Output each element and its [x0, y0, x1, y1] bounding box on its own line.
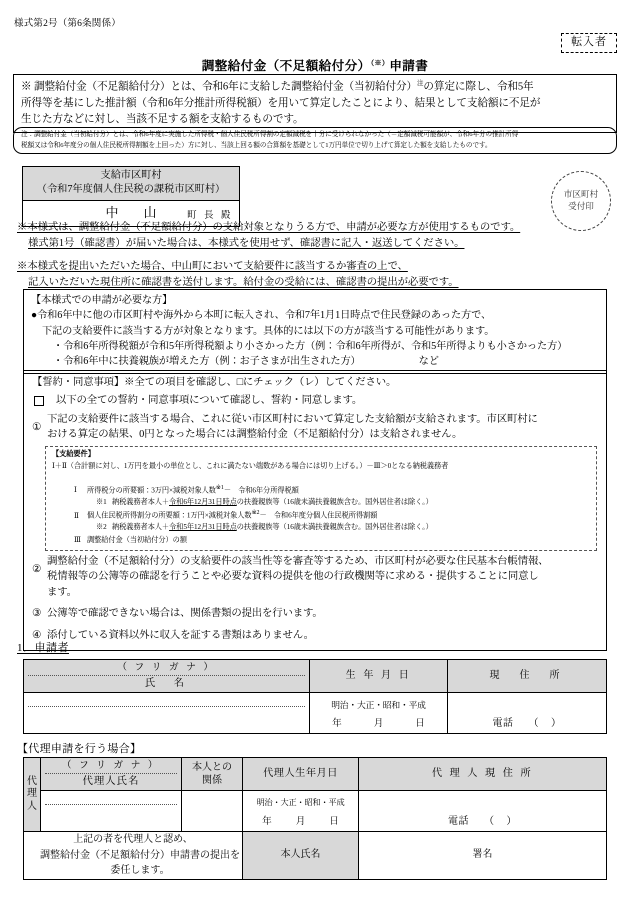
notice-line-1 — [17, 220, 520, 236]
proxy-name-header-cell — [41, 758, 182, 791]
applicant-phone-row[interactable] — [448, 717, 606, 732]
proxy-signature-label: 署名 — [472, 849, 493, 860]
applicant-name-header-cell — [24, 660, 310, 693]
proxy-relation-input-cell[interactable] — [182, 791, 243, 832]
applicant-year-unit: 年 — [332, 718, 342, 730]
requirement-roman-1-numeral: Ⅰ — [74, 485, 77, 494]
requirement-note-2-text-b: の扶養親族等（16歳未満扶養親族含む。国外居住者は除く。） — [236, 523, 433, 532]
requirement-note-2 — [52, 522, 591, 534]
consent-item-4 — [32, 628, 599, 644]
proxy-relation-label-line1: 本人との — [192, 762, 232, 773]
consent-item-2-text — [47, 554, 599, 601]
requirements-box — [45, 446, 597, 550]
proxy-relation-label-line2: 関係 — [202, 775, 222, 786]
proxy-principal-name-label: 本人氏名 — [243, 832, 359, 880]
eligibility-title: 【本様式での申請が必要な方】 — [31, 295, 173, 306]
page-title-tail: 申請書 — [389, 59, 429, 73]
proxy-signature-cell[interactable] — [359, 832, 607, 880]
proxy-table-input-row — [24, 791, 607, 832]
applicant-name-divider — [28, 706, 305, 707]
requirement-note-1 — [52, 497, 591, 509]
notice-line-2 — [28, 236, 464, 252]
consent-item-2-line1: 調整給付金（不足額給付分）の支給要件の該当性等を審査等するため、市区町村が必要な住民基本台帳情報、 — [47, 555, 549, 567]
proxy-address-label: 代 理 人 現 住 所 — [359, 758, 607, 791]
pledge-consent-box — [23, 370, 607, 651]
applicant-date-units — [310, 717, 447, 731]
proxy-relation-label — [182, 758, 243, 791]
definition-note-line3: 生じた方などに対し、当該不足する額を支給するものです。 — [21, 113, 304, 125]
municipality-header-line1: 支給市区町村 — [100, 170, 162, 181]
form-number: 様式第2号（第6条関係） — [14, 19, 121, 29]
requirement-note-1-text-b: の扶養親族等（16歳未満扶養親族含む。国外居住者は除く。） — [236, 497, 433, 506]
notice-line-3 — [17, 259, 408, 275]
applicant-name-input-cell[interactable] — [24, 693, 310, 734]
proxy-furigana-label: （ フ リ ガ ナ ） — [61, 760, 161, 771]
applicant-name-field[interactable] — [24, 693, 309, 733]
requirement-note-1-label: ※1 — [96, 497, 107, 506]
applicant-month-unit: 月 — [373, 718, 384, 730]
requirement-note-2-text-a: 納税義務者本人＋ — [111, 523, 170, 532]
eligibility-item-2 — [31, 354, 600, 369]
consent-item-2 — [32, 554, 599, 601]
footnote-box — [13, 127, 617, 154]
definition-note-box — [13, 74, 617, 133]
consent-item-1-number: ① — [32, 421, 42, 433]
page-title-main: 調整給付金（不足額給付分） — [201, 59, 371, 73]
municipality-box — [22, 166, 240, 227]
applicant-phone-paren-open: （ — [528, 717, 539, 729]
consent-item-4-number: ④ — [32, 629, 42, 641]
eligibility-bullet-1: ●令和6年中に他の市区町村や海外から本町に転入され、令和7年1月1日時点で住民登録のあった方で、 — [31, 310, 492, 322]
applicant-era-options[interactable]: 明治・大正・昭和・平成 — [331, 700, 426, 710]
receipt-stamp-line1: 市区町村 — [563, 189, 599, 200]
consent-item-2-line3: ます。 — [47, 587, 77, 599]
consent-item-3-text: 公簿等で確認できない場合は、関係書類の提出を行います。 — [47, 608, 323, 620]
eligibility-item-2-text: ・令和6年中に扶養親族が増えた方（例：お子さまが出生された方） — [53, 356, 361, 368]
requirement-roman-1-text: 所得税分の所要額：3万円×減税対象人数 — [87, 485, 216, 494]
proxy-table-header-row — [24, 758, 607, 791]
proxy-table — [23, 757, 607, 880]
notice-line-1-text: ※本様式は、調整給付金（不足額給付分）の支給対象となりうる方で、申請が必要な方が使用するものです。 — [17, 222, 521, 233]
applicant-address-input-cell[interactable] — [448, 693, 607, 734]
consent-item-2-line2: 税情報等の公簿等の確認を行うことや必要な資料の提供を他の行政機関等に求める・提供することに同意し — [47, 571, 539, 583]
receipt-stamp-circle — [551, 171, 611, 231]
requirement-note-2-label: ※2 — [96, 523, 107, 532]
municipality-header — [23, 167, 239, 201]
proxy-phone-row[interactable] — [359, 815, 606, 830]
requirement-roman-1-tail: － 令和6年分所得税額 — [223, 485, 299, 494]
applicant-phone-paren-close: ） — [551, 717, 562, 729]
proxy-month-unit: 月 — [295, 816, 306, 828]
applicant-dob-field[interactable] — [310, 693, 447, 733]
proxy-date-units — [243, 815, 358, 829]
requirement-roman-1 — [52, 484, 591, 497]
applicant-dob-input-cell[interactable] — [310, 693, 448, 734]
eligibility-item-2-nado: など — [418, 356, 439, 368]
proxy-consignment-text — [24, 832, 243, 880]
notice-line-2-text: 様式第1号（確認書）が届いた場合は、本様式を使用せず、確認書に記入・返送してください。 — [28, 238, 465, 249]
definition-note-line1-b: の算定に際し、令和5年 — [423, 81, 534, 93]
pledge-agree-label: 以下の全ての誓約・同意事項について確認し、誓約・同意します。 — [56, 394, 363, 406]
consent-item-2-number: ② — [32, 563, 42, 575]
proxy-dob-field[interactable] — [243, 791, 358, 831]
definition-note-line1 — [21, 79, 610, 96]
applicant-phone-label: 電話 — [492, 717, 514, 729]
proxy-phone-label: 電話 — [448, 815, 469, 827]
requirement-roman-1-sup: ※1 — [215, 484, 224, 491]
definition-note-ref-mark: 注 — [417, 80, 424, 87]
proxy-vertical-char-1: 代 — [27, 775, 37, 787]
pledge-agree-checkbox[interactable] — [34, 396, 44, 406]
requirement-note-1-text-a: 納税義務者本人＋ — [111, 497, 170, 506]
page-title — [0, 57, 630, 75]
applicant-address-label: 現 住 所 — [448, 660, 607, 693]
proxy-address-input-cell[interactable] — [359, 791, 607, 832]
eligibility-bullet-1-cont: 下記の支給要件に該当する方が対象となります。具体的には以下の方が該当する可能性があります。 — [42, 325, 495, 337]
eligibility-item-1: ・令和6年所得税額が令和5年所得税額より小さかった方（例：令和6年所得が、令和5年所得よりも小さかった方） — [53, 340, 568, 352]
proxy-vertical-label — [24, 758, 41, 832]
consent-item-1 — [32, 412, 599, 444]
applicant-table-header-row — [24, 660, 607, 693]
proxy-consignment-line2: 調整給付金（不足額給付分）申請書の提出を委任します。 — [40, 849, 240, 876]
proxy-vertical-char-2: 理 — [27, 788, 37, 800]
page-title-superscript: （※） — [370, 58, 390, 67]
footnote-line2: 税額又は令和6年度分の個人住民税所得割額を上回った）方に対し、当該上回る額の合算額を基礎として1万円単位で切り上げて算定した額を支給したものです。 — [21, 141, 492, 149]
requirements-spacer — [52, 473, 591, 478]
applicant-table-input-row — [24, 693, 607, 734]
proxy-name-input-cell[interactable] — [41, 791, 182, 832]
proxy-phone-paren-open: （ — [484, 815, 495, 827]
category-stamp-tennyusha: 転入者 — [561, 33, 617, 53]
requirement-roman-2-text: 個人住民税所得割分の所要額：1万円×減税対象人数 — [87, 511, 252, 520]
consent-item-1-text — [47, 412, 599, 444]
requirement-roman-2 — [52, 509, 591, 522]
proxy-name-header — [41, 758, 181, 790]
consent-item-3 — [32, 606, 599, 622]
proxy-name-label: 代理人氏名 — [82, 775, 140, 787]
definition-note-line2: 所得等を基にした推計額（令和6年分推計所得税額）を用いて算定したことにより、結果として支給額に不足が — [21, 97, 541, 109]
proxy-phone-paren-close: ） — [506, 815, 517, 827]
applicant-dob-label: 生 年 月 日 — [310, 660, 448, 693]
requirement-roman-2-numeral: Ⅱ — [74, 511, 79, 520]
proxy-name-field[interactable] — [41, 791, 181, 831]
consent-item-1-line2: おける算定の結果、0円となった場合には調整給付金（不足額給付分）は支給されません。 — [47, 429, 463, 441]
applicant-section-title: 1．申請者 — [17, 642, 69, 654]
municipality-header-line2: （令和7年度個人住民税の課税市区町村） — [36, 183, 226, 195]
pledge-heading: 【誓約・同意事項】※全ての項目を確認し、□にチェック（レ）してください。 — [32, 377, 397, 388]
notice-line-3-text: ※本様式を提出いただいた場合、中山町において支給要件に該当するか審査の上で、 — [17, 261, 408, 272]
requirement-note-2-text-underlined: 令和5年12月31日時点 — [169, 523, 237, 532]
consent-item-1-line1: 下記の支給要件に該当する場合、これに従い市区町村において算定した支給額が支給されます。市区町村に — [47, 413, 538, 425]
eligibility-box — [23, 289, 607, 374]
municipality-name: 中 山 — [105, 204, 163, 220]
proxy-consignment-line1: 上記の者を代理人と認め、 — [73, 834, 193, 845]
requirement-roman-2-tail: － 令和6年度分個人住民税所得割額 — [259, 511, 378, 520]
requirements-title: 【支給要件】 — [52, 450, 95, 459]
applicant-furigana-label: （ フ リ ガ ナ ） — [117, 662, 216, 673]
consent-item-3-number: ③ — [32, 608, 42, 620]
proxy-name-divider — [45, 804, 177, 805]
definition-note-line1-a: ※ 調整給付金（不足額給付分）とは、令和6年に支給した調整給付金（当初給付分） — [21, 81, 418, 93]
requirement-roman-3-numeral: Ⅲ — [74, 535, 81, 544]
proxy-dob-label: 代理人生年月日 — [243, 758, 359, 791]
pledge-agree-row[interactable] — [32, 393, 599, 409]
proxy-dob-input-cell[interactable] — [243, 791, 359, 832]
notice-line-4-text: 記入いただいた現住所に確認書を送付します。給付金の受給には、確認書の提出が必要です。 — [28, 277, 459, 288]
consent-item-4-text: 添付している資料以外に収入を証する書類はありません。 — [47, 629, 314, 641]
applicant-address-field[interactable] — [448, 693, 606, 733]
proxy-era-options[interactable]: 明治・大正・昭和・平成 — [256, 798, 345, 807]
applicant-day-unit: 日 — [415, 718, 425, 730]
requirement-roman-3-text: 調整給付金（当初給付分）の額 — [87, 535, 187, 544]
applicant-name-header — [24, 660, 309, 692]
proxy-address-field[interactable] — [359, 791, 606, 831]
requirement-note-1-text-underlined: 令和6年12月31日時点 — [169, 497, 237, 506]
requirements-formula: Ⅰ＋Ⅱ（合計額に対し、1万円を最小の単位とし、これに満たない端数がある場合には切り上げる。）－Ⅲ＞0となる納税義務者 — [52, 461, 449, 470]
municipality-mayor-suffix: 町 長 殿 — [187, 210, 233, 221]
requirement-roman-3 — [52, 535, 591, 547]
proxy-vertical-char-3: 人 — [27, 800, 37, 812]
receipt-stamp-line2: 受付印 — [568, 201, 594, 211]
proxy-day-unit: 日 — [329, 816, 339, 828]
proxy-consignment-row — [24, 832, 607, 880]
proxy-year-unit: 年 — [262, 816, 272, 828]
proxy-section-title: 【代理申請を行う場合】 — [17, 743, 142, 755]
applicant-table — [23, 659, 607, 734]
applicant-name-label: 氏 名 — [144, 677, 189, 689]
footnote-line1: 注：調整給付金（当初給付分）とは、令和6年度に実施した所得税・個人住民税所得割の定額減税を十分に受けられなかった（＝定額減税可能額が、令和6年分の推計所得 — [21, 131, 519, 138]
requirement-roman-2-sup: ※2 — [251, 510, 260, 517]
